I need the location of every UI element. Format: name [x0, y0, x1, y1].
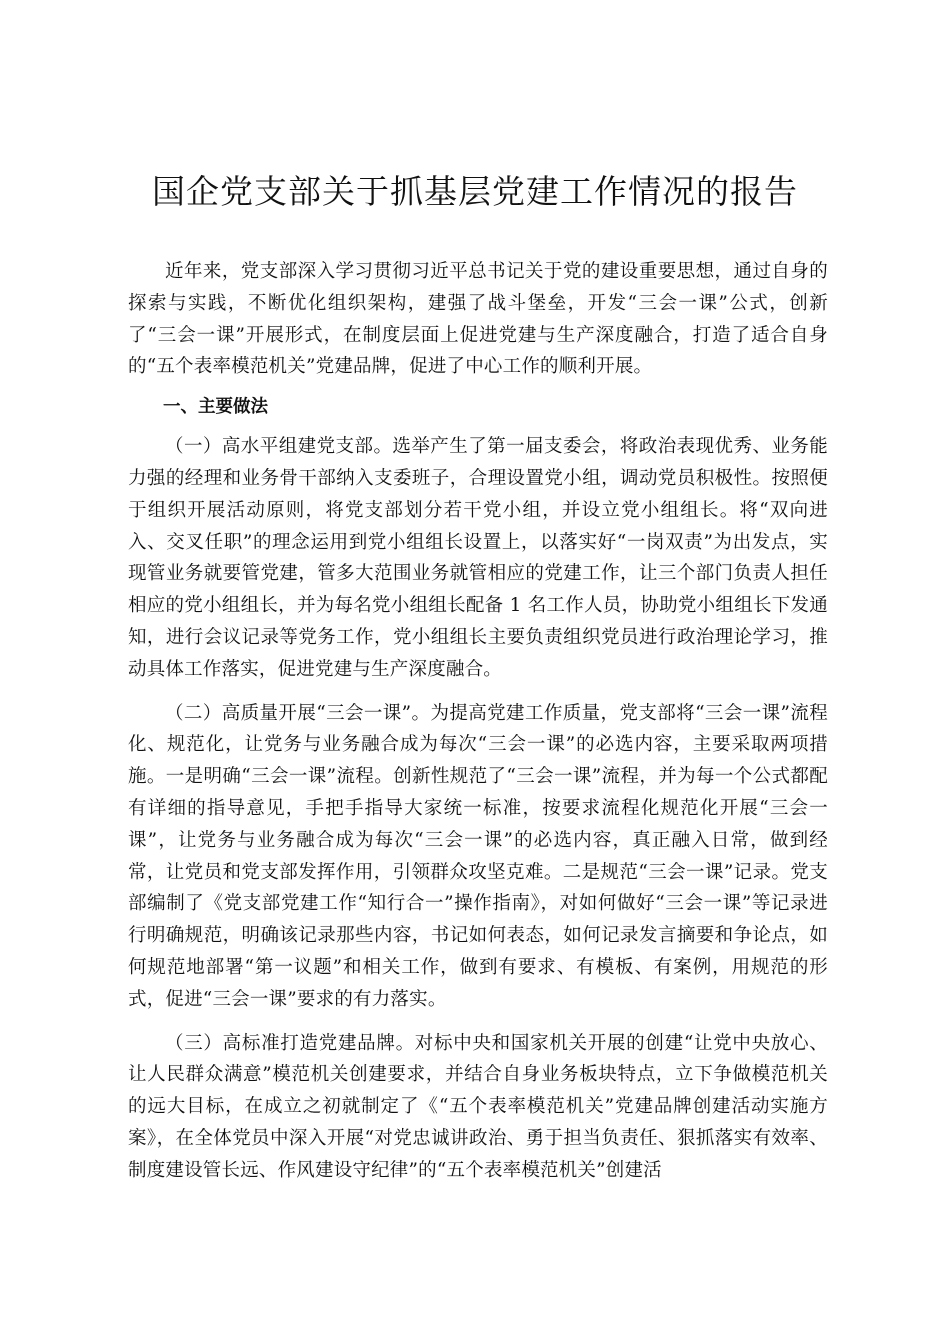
paragraph-item-1: （一）高水平组建党支部。选举产生了第一届支委会，将政治表现优秀、业务能力强的经理和业务骨干部纳入支委班子，合理设置党小组，调动党员积极性。按照便于组织开展活动原则，将党支部划分若干党小组，并设立党小组组长。将“双向进入、交叉任职”的理念运用到党小组组长设置上，以落实好“一岗双责”为出发点，实现管业务就要管党建，管多大范围业务就管相应的党建工作，让三个部门负责人担任相应的党小组组长，并为每名党小组组长配备 1 名工作人员，协助党小组组长下发通知，进行会议记录等党务工作，党小组组长主要负责组织党员进行政治理论学习，推动具体工作落实，促进党建与生产深度融合。: [128, 436, 828, 680]
document-body: [128, 256, 828, 1199]
paragraph-item-2: （二）高质量开展“三会一课”。为提高党建工作质量，党支部将“三会一课”流程化、规范化，让党务与业务融合成为每次“三会一课”的必选内容，主要采取两项措施。一是明确“三会一课”流程。创新性规范了“三会一课”流程，并为每一个公式都配有详细的指导意见，手把手指导大家统一标准，按要求流程化规范化开展“三会一课”，让党务与业务融合成为每次“三会一课”的必选内容，真正融入日常，做到经常，让党员和党支部发挥作用，引领群众攻坚克难。二是规范“三会一课”记录。党支部编制了《党支部党建工作“知行合一”操作指南》，对如何做好“三会一课”等记录进行明确规范，明确该记录那些内容，书记如何表态，如何记录发言摘要和争论点，如何规范地部署“第一议题”和相关工作，做到有要求、有模板、有案例，用规范的形式，促进“三会一课”要求的有力落实。: [128, 702, 828, 1010]
paragraph-item-3: （三）高标准打造党建品牌。对标中央和国家机关开展的创建“让党中央放心、让人民群众满意”模范机关创建要求，并结合自身业务板块特点，立下争做模范机关的远大目标，在成立之初就制定了《“五个表率模范机关”党建品牌创建活动实施方案》，在全体党员中深入开展“对党忠诚讲政治、勇于担当负责任、狠抓落实有效率、制度建设管长远、作风建设守纪律”的“五个表率模范机关”创建活: [128, 1032, 828, 1181]
section-heading: 一、主要做法: [163, 397, 268, 418]
intro-paragraph: 近年来，党支部深入学习贯彻习近平总书记关于党的建设重要思想，通过自身的探索与实践，不断优化组织架构，建强了战斗堡垒，开发“三会一课”公式，创新了“三会一课”开展形式，在制度层面上促进党建与生产深度融合，打造了适合自身的“五个表率模范机关”党建品牌，促进了中心工作的顺利开展。: [128, 261, 828, 378]
document-title: 国企党支部关于抓基层党建工作情况的报告: [152, 172, 798, 211]
